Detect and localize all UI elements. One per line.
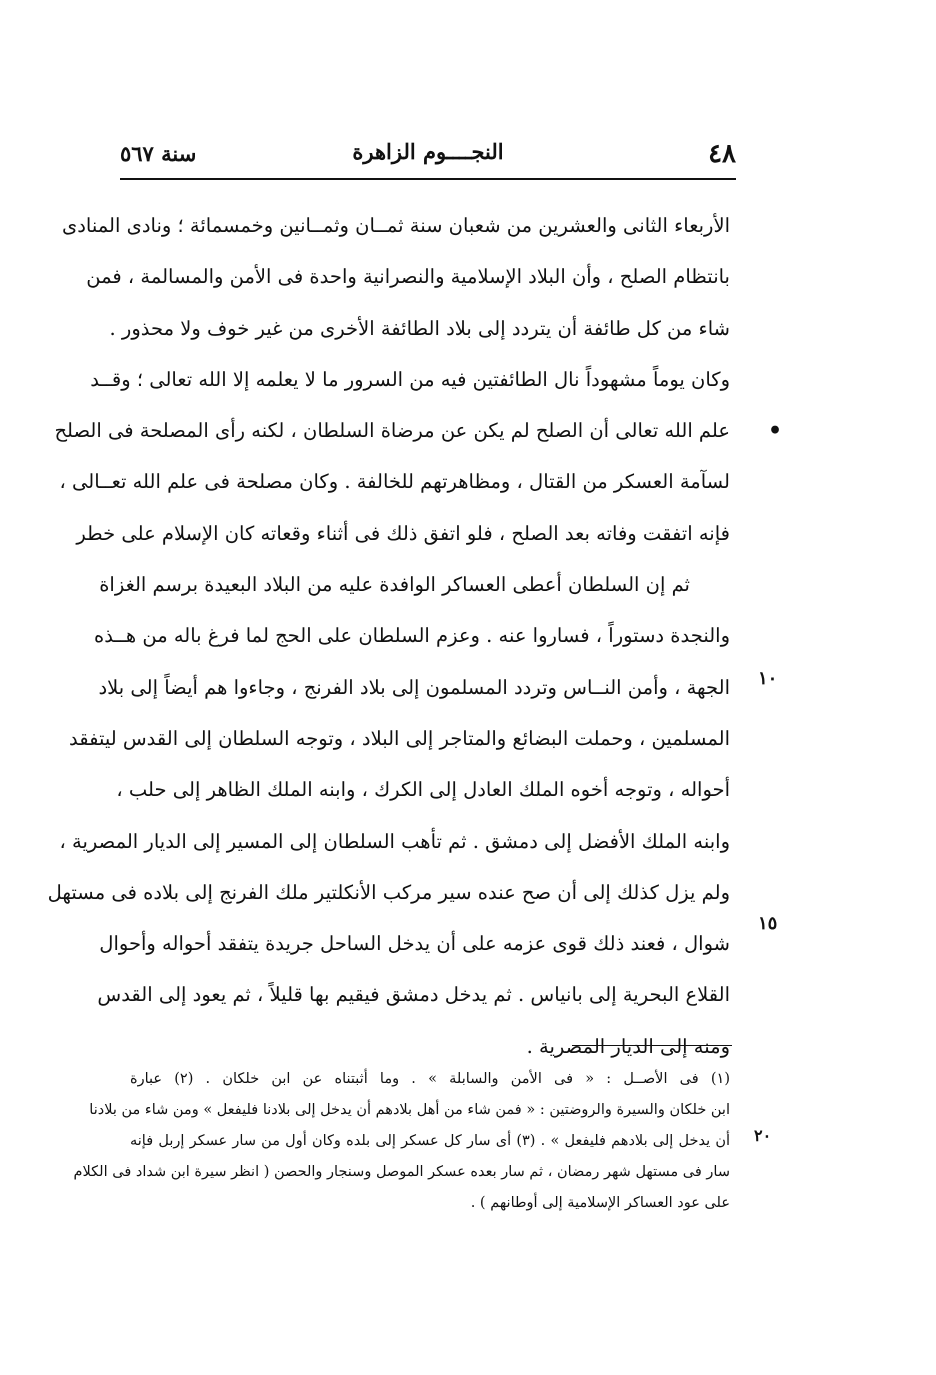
margin-line-number-20: ٢٠: [754, 1126, 772, 1145]
text-line: الجهة ، وأمن النــاس وتردد المسلمون إلى بلاد الفرنج ، وجاءوا هم أيضاً إلى بلاد: [98, 675, 730, 699]
text-line: القلاع البحرية إلى بانياس . ثم يدخل دمشق فيقيم بها قليلاً ، ثم يعود إلى القدس: [97, 983, 730, 1007]
text-line: وكان يوماً مشهوداً نال الطائفتين فيه من السرور ما لا يعلمه إلا الله تعالى ؛ وقــد: [90, 367, 730, 391]
text-line: بانتظام الصلح ، وأن البلاد الإسلامية والنصرانية واحدة فى الأمن والمسالمة ، فمن: [86, 265, 730, 289]
text-line: المسلمين ، وحملت البضائع والمتاجر إلى البلاد ، وتوجه السلطان إلى القدس ليتفقد: [68, 726, 730, 750]
footnote-line: سار فى مستهل شهر رمضان ، ثم سار بعده عسكر الموصل وسنجار والحصن ( انظر سيرة ابن شداد فى الكلام: [73, 1164, 730, 1180]
running-title: النجــــوم الزاهرة: [352, 139, 504, 164]
text-line: ولم يزل كذلك إلى أن صح عنده سير مركب الأنكلتير ملك الفرنج إلى بلاده فى مستهل: [47, 880, 730, 904]
margin-line-number-15: ١٥: [758, 913, 778, 934]
footnote-separator: [572, 1045, 732, 1046]
text-line: شوال ، فعند ذلك قوى عزمه على أن يدخل الساحل جريدة يتفقد أحواله وأحوال: [99, 932, 730, 956]
text-line: لسآمة العسكر من القتال ، ومظاهرتهم للخالفة . وكان مصلحة فى علم الله تعــالى ،: [59, 470, 730, 494]
text-line: ثم إن السلطان أعطى العساكر الوافدة عليه من البلاد البعيدة برسم الغزاة: [99, 573, 690, 597]
text-line: ومنه إلى الديار المصرية .: [526, 1034, 730, 1058]
text-line: أحواله ، وتوجه أخوه الملك العادل إلى الكرك ، وابنه الملك الظاهر إلى حلب ،: [116, 778, 730, 802]
text-line: شاء من كل طائفة أن يتردد إلى بلاد الطائفة الأخرى من غير خوف ولا محذور .: [109, 316, 730, 340]
footnote-line: أن يدخل إلى بلادهم فليفعل » . (٣) أى سار كل عسكر إلى بلده وكان أول من سار عسكر إربل فإنه: [130, 1133, 731, 1149]
footnote-line: على عود العساكر الإسلامية إلى أوطانهم ) .: [470, 1195, 730, 1211]
main-text: [47, 200, 730, 1072]
margin-line-number-10: ١٠: [758, 668, 778, 689]
year-label: سنة ٥٦٧: [120, 141, 197, 166]
footnotes: [73, 1064, 731, 1219]
footnote-line: (١) فى الأصــل : « فى الأمن والسابلة » . وما أثبتناه عن ابن خلكان . (٢) عبارة: [130, 1071, 730, 1087]
running-header: [120, 135, 736, 175]
page-number: ٤٨: [708, 139, 736, 169]
text-line: والنجدة دستوراً ، فساروا عنه . وعزم السلطان على الحج لما فرغ باله من هــذه: [94, 624, 730, 648]
text-line: الأربعاء الثانى والعشرين من شعبان سنة ثمــان وثمــانين وخمسمائة ؛ ونادى المنادى: [61, 214, 730, 237]
text-line: فإنه اتفقت وفاته بعد الصلح ، فلو اتفق ذلك فى أثناء وقعاته كان الإسلام على خطر: [76, 521, 730, 545]
text-line: علم الله تعالى أن الصلح لم يكن عن مرضاة السلطان ، لكنه رأى المصلحة فى الصلح: [54, 419, 730, 443]
header-rule: [120, 178, 736, 180]
text-line: وابنه الملك الأفضل إلى دمشق . ثم تأهب السلطان إلى المسير إلى الديار المصرية ،: [59, 829, 730, 853]
footnote-line: ابن خلكان والسيرة والروضتين : « فمن شاء من أهل بلادهم أن يدخل إلى بلادنا فليفعل » ومن شاء من بلادنا: [89, 1102, 730, 1118]
margin-line-marker-5: •: [768, 418, 783, 444]
